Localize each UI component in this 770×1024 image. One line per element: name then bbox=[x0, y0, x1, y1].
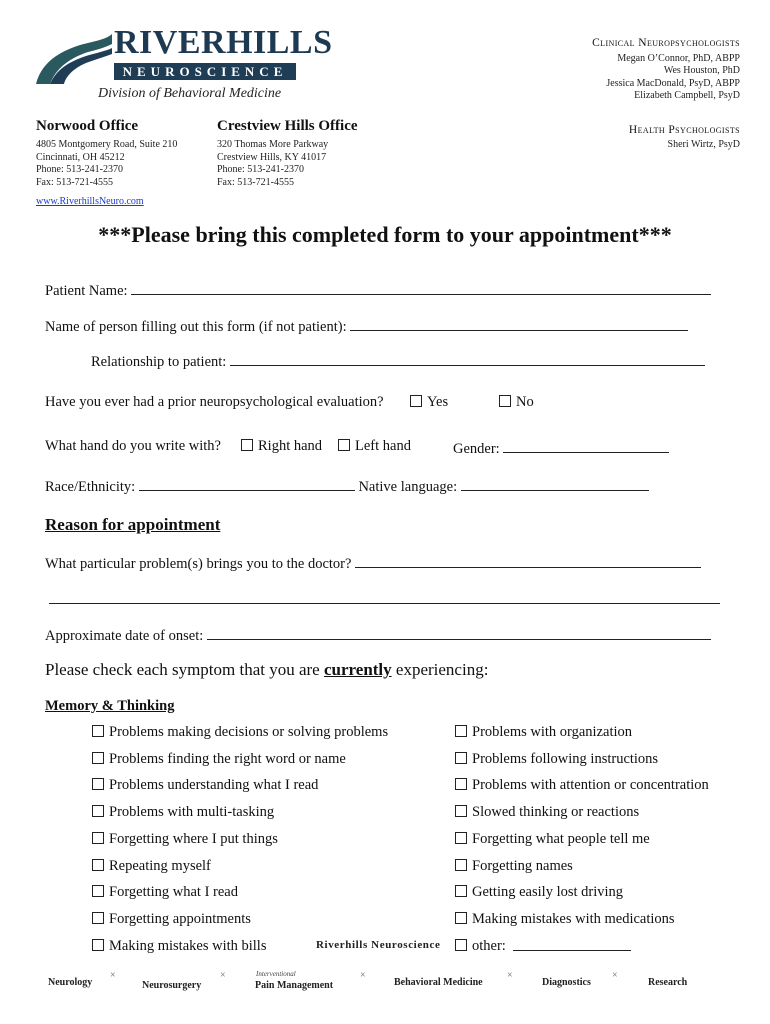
symptom-item[interactable] bbox=[455, 777, 709, 794]
symptom-item[interactable] bbox=[92, 724, 388, 741]
staff-name: Elizabeth Campbell, PsyD bbox=[634, 90, 740, 101]
symptom-checkbox[interactable] bbox=[92, 885, 104, 897]
symptom-checkbox[interactable] bbox=[92, 832, 104, 844]
symptom-label: Making mistakes with medications bbox=[472, 911, 675, 927]
symptom-checkbox[interactable] bbox=[92, 912, 104, 924]
race-field[interactable] bbox=[139, 476, 355, 491]
race-label: Race/Ethnicity: bbox=[45, 479, 136, 495]
footer-behavioral-medicine: Behavioral Medicine bbox=[394, 977, 483, 988]
symptom-checkbox[interactable] bbox=[92, 939, 104, 951]
office-fax: Fax: 513-721-4555 bbox=[36, 176, 113, 188]
symptom-checkbox[interactable] bbox=[92, 859, 104, 871]
symptom-label: Forgetting what I read bbox=[109, 884, 238, 900]
race-row bbox=[45, 476, 649, 496]
logo-subtitle: NEUROSCIENCE bbox=[114, 63, 296, 80]
relationship-row bbox=[91, 351, 705, 371]
footer-neurology: Neurology bbox=[48, 977, 93, 988]
onset-field[interactable] bbox=[207, 625, 711, 640]
symptom-label: Making mistakes with bills bbox=[109, 938, 267, 954]
prior-eval-yes[interactable] bbox=[410, 394, 448, 411]
symptom-label: other: bbox=[472, 938, 506, 954]
right-hand-option[interactable] bbox=[241, 438, 322, 455]
other-symptom-field[interactable] bbox=[513, 950, 631, 951]
right-hand-checkbox[interactable] bbox=[241, 439, 253, 451]
symptoms-intro-text-end: experiencing: bbox=[391, 660, 489, 679]
footer-separator-icon: × bbox=[507, 970, 513, 981]
health-psychologists-block bbox=[629, 124, 740, 151]
problem-question-label: What particular problem(s) brings you to the doctor? bbox=[45, 556, 352, 572]
symptom-label: Forgetting where I put things bbox=[109, 831, 278, 847]
office-fax: Fax: 513-721-4555 bbox=[217, 176, 294, 188]
gender-row bbox=[453, 438, 669, 458]
symptom-checkbox[interactable] bbox=[92, 725, 104, 737]
symptom-item[interactable] bbox=[455, 831, 650, 848]
reason-heading: Reason for appointment bbox=[45, 515, 221, 534]
staff-name: Megan O’Connor, PhD, ABPP bbox=[617, 52, 740, 64]
symptom-label: Problems with multi-tasking bbox=[109, 804, 275, 820]
footer-separator-icon: × bbox=[220, 970, 226, 981]
symptom-checkbox[interactable] bbox=[455, 859, 467, 871]
patient-name-field[interactable] bbox=[131, 280, 711, 295]
symptom-checkbox[interactable] bbox=[455, 912, 467, 924]
symptom-item[interactable] bbox=[92, 751, 346, 768]
symptom-label: Forgetting names bbox=[472, 858, 573, 874]
no-checkbox[interactable] bbox=[499, 395, 511, 407]
office-name: Norwood Office bbox=[36, 118, 139, 134]
symptom-item[interactable] bbox=[455, 804, 639, 821]
symptom-label: Problems with organization bbox=[472, 724, 633, 740]
symptom-label: Getting easily lost driving bbox=[472, 884, 624, 900]
symptom-item[interactable] bbox=[455, 858, 573, 875]
symptom-item[interactable] bbox=[92, 911, 251, 928]
symptoms-intro bbox=[45, 660, 488, 680]
symptom-label: Repeating myself bbox=[109, 858, 211, 874]
symptom-checkbox[interactable] bbox=[455, 832, 467, 844]
footer-diagnostics: Diagnostics bbox=[542, 977, 591, 988]
symptom-checkbox[interactable] bbox=[92, 778, 104, 790]
footer-neurosurgery: Neurosurgery bbox=[142, 980, 202, 991]
office-city: Crestview Hills, KY 41017 bbox=[217, 151, 327, 163]
office-city: Cincinnati, OH 45212 bbox=[36, 151, 125, 163]
no-label: No bbox=[516, 394, 534, 410]
symptom-item[interactable] bbox=[92, 884, 238, 901]
division-label: Division of Behavioral Medicine bbox=[98, 86, 282, 101]
staff-name: Wes Houston, PhD bbox=[663, 65, 740, 76]
relationship-label: Relationship to patient: bbox=[91, 354, 227, 370]
symptom-label: Forgetting what people tell me bbox=[472, 831, 650, 847]
health-psychologists-heading: Health Psychologists bbox=[628, 124, 740, 136]
prior-eval-no[interactable] bbox=[499, 394, 534, 411]
logo-title: RIVERHILLS bbox=[114, 24, 333, 61]
symptom-checkbox[interactable] bbox=[455, 885, 467, 897]
yes-label: Yes bbox=[427, 394, 449, 410]
symptom-item[interactable] bbox=[455, 724, 632, 741]
office-norwood bbox=[36, 118, 177, 189]
symptom-item[interactable] bbox=[455, 751, 658, 768]
footer-research: Research bbox=[648, 977, 688, 988]
symptom-item[interactable] bbox=[92, 938, 266, 955]
symptom-item[interactable] bbox=[92, 777, 318, 794]
memory-thinking-heading: Memory & Thinking bbox=[45, 698, 175, 714]
symptom-checkbox[interactable] bbox=[455, 725, 467, 737]
filler-name-field[interactable] bbox=[350, 316, 688, 331]
symptom-label: Problems with attention or concentration bbox=[472, 777, 709, 793]
office-crestview bbox=[217, 118, 358, 189]
symptom-item[interactable] bbox=[455, 911, 675, 928]
symptoms-intro-text: Please check each symptom that you are bbox=[45, 660, 324, 679]
left-hand-label: Left hand bbox=[355, 438, 411, 454]
filler-name-label: Name of person filling out this form (if not patient): bbox=[45, 319, 347, 335]
symptom-item[interactable] bbox=[92, 858, 211, 875]
right-hand-label: Right hand bbox=[258, 438, 323, 454]
footer-separator-icon: × bbox=[360, 970, 366, 981]
symptom-checkbox[interactable] bbox=[455, 752, 467, 764]
native-language-label: Native language: bbox=[358, 479, 458, 495]
symptom-label: Problems following instructions bbox=[472, 751, 659, 767]
staff-name: Sheri Wirtz, PsyD bbox=[667, 138, 740, 150]
hand-question-label: What hand do you write with? bbox=[45, 438, 221, 454]
hand-row bbox=[45, 438, 221, 455]
symptom-item[interactable] bbox=[92, 831, 278, 848]
relationship-field[interactable] bbox=[230, 351, 705, 366]
symptom-label: Problems making decisions or solving problems bbox=[109, 724, 389, 740]
symptom-checkbox[interactable] bbox=[92, 805, 104, 817]
symptom-checkbox[interactable] bbox=[455, 805, 467, 817]
website-link[interactable]: www.RiverhillsNeuro.com bbox=[36, 196, 144, 207]
symptom-item[interactable] bbox=[455, 884, 623, 901]
patient-name-label: Patient Name: bbox=[45, 283, 128, 299]
office-address: 4805 Montgomery Road, Suite 210 bbox=[36, 139, 178, 150]
problem-field[interactable] bbox=[355, 553, 701, 568]
footer-pain-management: Pain Management bbox=[255, 980, 334, 991]
patient-name-row bbox=[45, 280, 711, 300]
staff-name: Jessica MacDonald, PsyD, ABPP bbox=[606, 77, 740, 89]
symptom-checkbox[interactable] bbox=[455, 778, 467, 790]
symptom-checkbox[interactable] bbox=[92, 752, 104, 764]
neuropsychologists-block bbox=[592, 37, 740, 103]
prior-eval-label: Have you ever had a prior neuropsychological evaluation? bbox=[45, 394, 384, 410]
neuropsychologists-heading: Clinical Neuropsychologists bbox=[592, 37, 740, 49]
onset-label: Approximate date of onset: bbox=[45, 628, 204, 644]
footer-separator-icon: × bbox=[612, 970, 618, 981]
left-hand-option[interactable] bbox=[338, 438, 411, 455]
symptom-item[interactable] bbox=[92, 804, 274, 821]
riverhills-logo-swoosh bbox=[34, 30, 114, 86]
office-name: Crestview Hills Office bbox=[217, 118, 358, 134]
onset-row bbox=[45, 625, 711, 645]
office-phone: Phone: 513-241-2370 bbox=[217, 164, 304, 175]
symptom-checkbox[interactable] bbox=[455, 939, 467, 951]
symptom-label: Forgetting appointments bbox=[109, 911, 251, 927]
footer-separator-icon: × bbox=[110, 970, 116, 981]
gender-label: Gender: bbox=[453, 441, 500, 457]
yes-checkbox[interactable] bbox=[410, 395, 422, 407]
footer-pain-superscript: Interventional bbox=[256, 970, 296, 978]
filler-name-row bbox=[45, 316, 688, 336]
left-hand-checkbox[interactable] bbox=[338, 439, 350, 451]
symptoms-intro-emphasis: currently bbox=[323, 660, 392, 679]
office-address: 320 Thomas More Parkway bbox=[217, 139, 329, 150]
problem-field-continued[interactable] bbox=[49, 589, 720, 604]
gender-field[interactable] bbox=[503, 438, 669, 453]
bring-form-banner: ***Please bring this completed form to your appointment*** bbox=[98, 222, 672, 247]
problem-row bbox=[45, 553, 701, 573]
symptom-label: Problems understanding what I read bbox=[109, 777, 319, 793]
symptom-label: Slowed thinking or reactions bbox=[472, 804, 640, 820]
prior-eval-row bbox=[45, 394, 384, 411]
symptom-item[interactable] bbox=[455, 938, 506, 955]
symptom-label: Problems finding the right word or name bbox=[109, 751, 346, 767]
riverhills-mark: Riverhills Neuroscience bbox=[316, 939, 441, 951]
native-language-field[interactable] bbox=[461, 476, 649, 491]
office-phone: Phone: 513-241-2370 bbox=[36, 164, 123, 175]
